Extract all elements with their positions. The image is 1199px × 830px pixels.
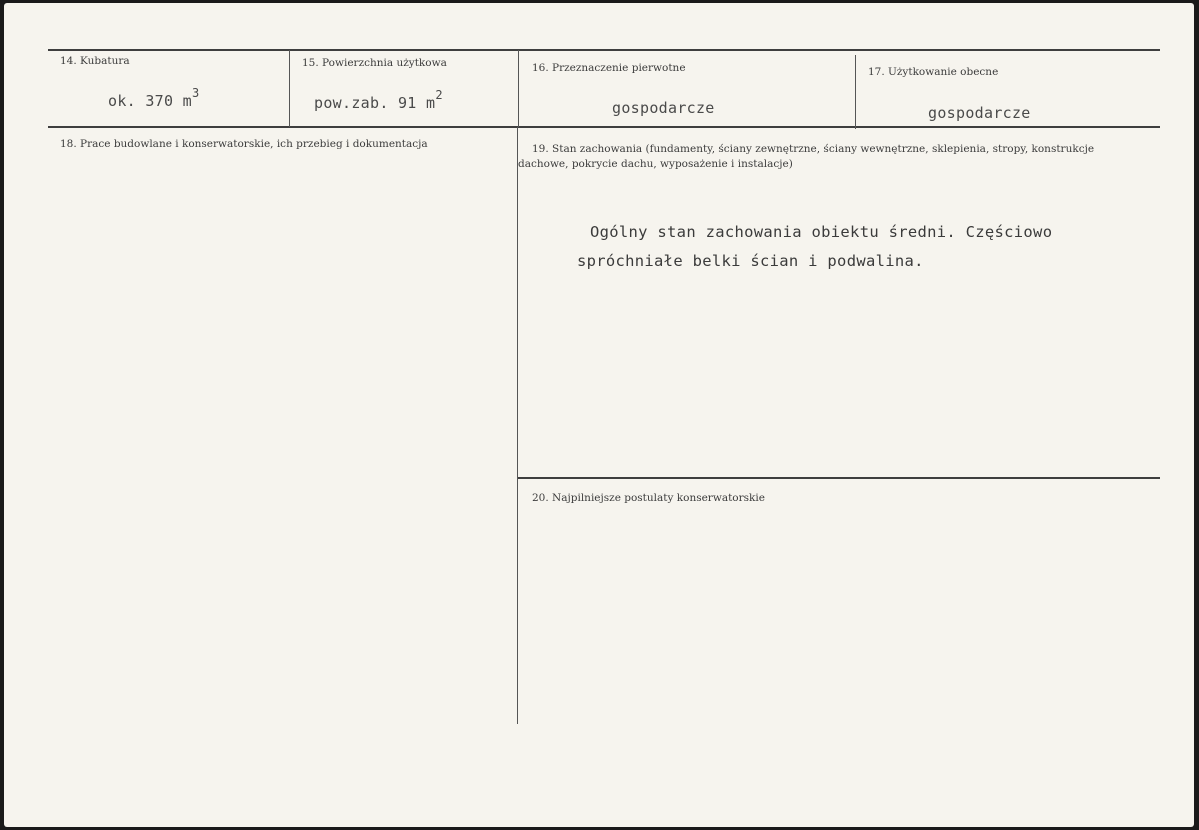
field-18-label: 18. Prace budowlane i konserwatorskie, ich przebieg i dokumentacja — [60, 138, 428, 150]
divider-16-17 — [855, 55, 856, 129]
record-card — [4, 3, 1194, 827]
top-rule — [48, 49, 1160, 51]
field-14-value: ok. 370 $m^3$ — [108, 86, 200, 110]
divider-14-15 — [289, 50, 290, 127]
field-14-exponent: 3 — [191, 86, 200, 100]
field-17-label: 17. Użytkowanie obecne — [868, 66, 999, 78]
field-15-value: pow.zab. 91 $m^2$ — [314, 88, 443, 112]
field-19-label-line2: dachowe, pokrycie dachu, wyposażenie i instalacje) — [518, 158, 793, 170]
row1-bottom-rule — [48, 126, 1160, 128]
field-14-label: 14. Kubatura — [60, 55, 130, 67]
field-15-label: 15. Powierzchnia użytkowa — [302, 57, 447, 69]
field-16-label: 16. Przeznaczenie pierwotne — [532, 62, 686, 74]
field-17-value: gospodarcze — [928, 104, 1031, 122]
divider-main — [517, 127, 518, 724]
field-15-exponent: 2 — [435, 88, 443, 102]
field-19-label-line1: 19. Stan zachowania (fundamenty, ściany zewnętrzne, ściany wewnętrzne, sklepienia, stropy, konstrukcje — [532, 143, 1095, 155]
field-19-text-line2: spróchniałe belki ścian i podwalina. — [577, 252, 924, 270]
field19-bottom-rule — [518, 477, 1160, 479]
field-20-label: 20. Najpilniejsze postulaty konserwatorskie — [532, 492, 765, 504]
divider-15-16 — [518, 50, 519, 127]
field-19-text-line1: Ogólny stan zachowania obiektu średni. Częściowo — [590, 223, 1053, 241]
field-16-value: gospodarcze — [612, 99, 715, 117]
